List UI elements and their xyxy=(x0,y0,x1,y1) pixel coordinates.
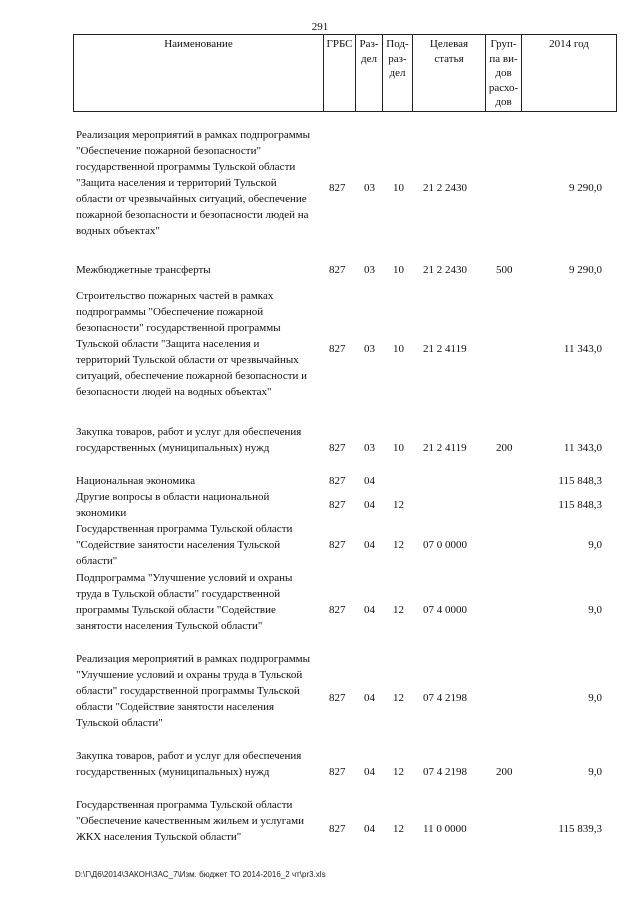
row-sum: 115 848,3 xyxy=(558,475,602,487)
row-name: Государственная программа Тульской области "Обеспечение качественным жильем и услугами ЖКХ населения Тульской области" xyxy=(76,799,304,843)
header-grbs: ГРБС xyxy=(323,35,355,111)
row-gruppa: 200 xyxy=(496,442,513,454)
row-grbs: 827 xyxy=(329,766,346,778)
header-gruppa: Груп- па ви- дов расхо- дов xyxy=(485,35,521,111)
header-name: Наименование xyxy=(164,38,233,50)
header-year: 2014 год xyxy=(521,35,616,111)
row-name: Государственная программа Тульской области "Содействие занятости населения Тульской области" xyxy=(76,523,293,567)
row-gruppa: 200 xyxy=(496,766,513,778)
table-header xyxy=(73,34,617,112)
header-celevaya: Целевая статья xyxy=(412,35,485,111)
row-name: Реализация мероприятий в рамках подпрограммы "Улучшение условий и охраны труда в Тульской области" государственной программы Тульской области "Содействие занятости населения Тульской области" xyxy=(76,653,311,729)
row-grbs: 827 xyxy=(329,442,346,454)
row-podrazdel: 12 xyxy=(393,823,404,835)
row-grbs: 827 xyxy=(329,823,346,835)
row-celevaya: 07 4 0000 xyxy=(423,604,467,616)
row-podrazdel: 10 xyxy=(393,264,404,276)
row-podrazdel: 12 xyxy=(393,766,404,778)
row-sum: 11 343,0 xyxy=(563,442,602,454)
row-razdel: 04 xyxy=(364,823,375,835)
row-razdel: 04 xyxy=(364,692,375,704)
row-grbs: 827 xyxy=(329,182,346,194)
row-razdel: 03 xyxy=(364,343,375,355)
row-podrazdel: 12 xyxy=(393,604,404,616)
row-celevaya: 07 4 2198 xyxy=(423,692,467,704)
row-celevaya: 21 2 2430 xyxy=(423,264,467,276)
row-razdel: 04 xyxy=(364,499,375,511)
row-grbs: 827 xyxy=(329,692,346,704)
row-grbs: 827 xyxy=(329,264,346,276)
row-name: Подпрограмма "Улучшение условий и охраны труда в Тульской области" государственной программы Тульской области "Содействие занятости населения Тульской области" xyxy=(76,572,293,632)
row-razdel: 04 xyxy=(364,766,375,778)
row-grbs: 827 xyxy=(329,499,346,511)
row-sum: 115 848,3 xyxy=(558,499,602,511)
row-celevaya: 21 2 4119 xyxy=(423,343,467,355)
row-celevaya: 07 4 2198 xyxy=(423,766,467,778)
row-sum: 9 290,0 xyxy=(569,264,602,276)
row-name: Закупка товаров, работ и услуг для обеспечения государственных (муниципальных) нужд xyxy=(76,750,302,778)
row-sum: 9,0 xyxy=(588,692,602,704)
row-grbs: 827 xyxy=(329,343,346,355)
row-razdel: 04 xyxy=(364,604,375,616)
row-celevaya: 07 0 0000 xyxy=(423,539,467,551)
file-path-footer: D:\Г\Д6\2014\ЗАКОН\ЗАС_7\Изм. бюджет ТО 2014-2016_2 чт\pr3.xls xyxy=(75,870,326,879)
row-grbs: 827 xyxy=(329,539,346,551)
row-grbs: 827 xyxy=(329,475,346,487)
row-podrazdel: 12 xyxy=(393,692,404,704)
row-sum: 9 290,0 xyxy=(569,182,602,194)
header-razdel: Раз- дел xyxy=(355,35,382,111)
row-podrazdel: 10 xyxy=(393,182,404,194)
row-podrazdel: 12 xyxy=(393,539,404,551)
row-name: Закупка товаров, работ и услуг для обеспечения государственных (муниципальных) нужд xyxy=(76,426,302,454)
row-podrazdel: 10 xyxy=(393,343,404,355)
row-celevaya: 11 0 0000 xyxy=(423,823,467,835)
row-name: Строительство пожарных частей в рамках подпрограммы "Обеспечение пожарной безопасности" государственной программы Тульской области "Защита населения и территорий Тульской области от чрезвычайных ситуаций, обеспечение пожарной безопасности и безопасности людей на водных объектах" xyxy=(76,290,308,398)
row-razdel: 04 xyxy=(364,539,375,551)
row-sum: 9,0 xyxy=(588,604,602,616)
row-podrazdel: 10 xyxy=(393,442,404,454)
row-sum: 9,0 xyxy=(588,766,602,778)
page-number: 291 xyxy=(311,21,329,33)
row-podrazdel: 12 xyxy=(393,499,404,511)
row-sum: 115 839,3 xyxy=(558,823,602,835)
row-razdel: 03 xyxy=(364,182,375,194)
row-name: Межбюджетные трансферты xyxy=(76,264,211,276)
row-name: Реализация мероприятий в рамках подпрограммы "Обеспечение пожарной безопасности" государственной программы Тульской области "Защита населения и территорий Тульской области от чрезвычайных ситуаций, обеспечение пожарной безопасности и безопасности людей на водных объектах" xyxy=(76,129,311,237)
header-podrazdel: Под- раз- дел xyxy=(382,35,412,111)
row-razdel: 03 xyxy=(364,264,375,276)
row-celevaya: 21 2 4119 xyxy=(423,442,467,454)
row-sum: 11 343,0 xyxy=(563,343,602,355)
row-grbs: 827 xyxy=(329,604,346,616)
row-sum: 9,0 xyxy=(588,539,602,551)
row-razdel: 04 xyxy=(364,475,375,487)
row-name: Национальная экономика xyxy=(76,475,196,487)
row-razdel: 03 xyxy=(364,442,375,454)
row-gruppa: 500 xyxy=(496,264,513,276)
row-name: Другие вопросы в области национальной экономики xyxy=(76,491,270,519)
row-celevaya: 21 2 2430 xyxy=(423,182,467,194)
